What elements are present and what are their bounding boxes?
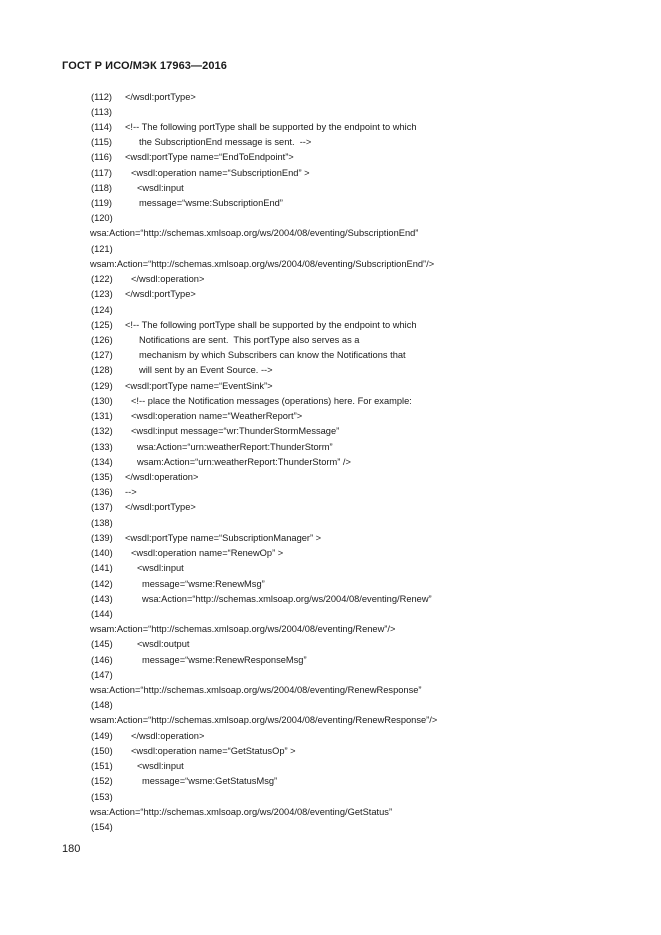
line-number: (130) — [91, 395, 113, 406]
line-number: (146) — [91, 654, 113, 665]
line-number: (121) — [91, 243, 113, 254]
code-text: <!-- The following portType shall be supported by the endpoint to which — [125, 121, 417, 132]
line-number: (114) — [91, 121, 113, 132]
code-line — [0, 713, 661, 728]
code-line — [0, 546, 661, 561]
code-line — [0, 379, 661, 394]
line-number: (127) — [91, 350, 113, 361]
code-text: wsa:Action=“http://schemas.xmlsoap.org/ws/2004/08/eventing/RenewResponse” — [90, 685, 422, 696]
code-line — [0, 744, 661, 759]
code-line — [0, 196, 661, 211]
line-number: (123) — [91, 289, 113, 300]
code-line — [0, 637, 661, 652]
code-line — [0, 211, 661, 226]
code-line — [0, 455, 661, 470]
code-text: Notifications are sent. This portType also serves as a — [139, 335, 360, 345]
code-text: wsa:Action=“http://schemas.xmlsoap.org/ws/2004/08/eventing/SubscriptionEnd” — [90, 228, 419, 239]
line-number: (136) — [91, 487, 113, 498]
code-text: <wsdl:input — [137, 182, 184, 193]
line-number: (149) — [91, 730, 113, 741]
code-line — [0, 120, 661, 135]
line-number: (137) — [91, 502, 113, 513]
code-line — [0, 607, 661, 622]
code-line — [0, 561, 661, 576]
code-listing — [0, 90, 661, 836]
code-text: wsam:Action=“http://schemas.xmlsoap.org/ws/2004/08/eventing/SubscriptionEnd”/> — [90, 258, 435, 269]
code-line — [0, 774, 661, 789]
line-number: (140) — [91, 548, 113, 559]
line-number: (119) — [91, 198, 113, 209]
line-number: (124) — [91, 304, 113, 315]
code-line — [0, 440, 661, 455]
code-text: --> — [125, 487, 137, 498]
code-text: <wsdl:portType name=“EndToEndpoint”> — [125, 152, 294, 163]
line-number: (152) — [91, 776, 113, 787]
code-line — [0, 257, 661, 272]
line-number: (117) — [91, 167, 113, 178]
line-number: (120) — [91, 213, 113, 224]
code-line — [0, 668, 661, 683]
code-line — [0, 318, 661, 333]
code-text: <wsdl:operation name=“GetStatusOp” > — [131, 745, 296, 756]
line-number: (147) — [91, 669, 113, 680]
code-text: wsa:Action=“http://schemas.xmlsoap.org/ws/2004/08/eventing/Renew” — [142, 593, 432, 604]
line-number: (154) — [91, 822, 113, 832]
line-number: (122) — [91, 274, 113, 285]
line-number: (113) — [91, 106, 113, 117]
code-line — [0, 759, 661, 774]
code-text: <wsdl:portType name=“SubscriptionManager” > — [125, 532, 322, 543]
line-number: (153) — [91, 791, 113, 802]
line-number: (135) — [91, 471, 113, 482]
code-text: </wsdl:portType> — [125, 289, 196, 300]
code-text: <wsdl:portType name=“EventSink”> — [125, 380, 273, 391]
code-text: <wsdl:input — [137, 563, 184, 574]
line-number: (143) — [91, 593, 113, 604]
code-text: the SubscriptionEnd message is sent. --> — [139, 137, 312, 148]
line-number: (115) — [91, 137, 113, 148]
code-line — [0, 424, 661, 439]
code-text: <wsdl:input — [137, 761, 184, 772]
code-text: wsam:Action=“http://schemas.xmlsoap.org/ws/2004/08/eventing/Renew”/> — [90, 624, 396, 635]
code-line — [0, 577, 661, 592]
code-line — [0, 348, 661, 363]
code-line — [0, 226, 661, 241]
line-number: (131) — [91, 411, 113, 422]
line-number: (129) — [91, 380, 113, 391]
code-text: <!-- place the Notification messages (operations) here. For example: — [131, 395, 412, 406]
line-number: (132) — [91, 426, 113, 437]
line-number: (125) — [91, 319, 113, 330]
code-text: message=“wsme:SubscriptionEnd” — [139, 198, 283, 209]
line-number: (134) — [91, 456, 113, 467]
code-line — [0, 470, 661, 485]
page-header: ГОСТ Р ИСО/МЭК 17963—2016 — [62, 60, 227, 72]
page-number: 180 — [62, 843, 81, 855]
code-text: wsa:Action=“http://schemas.xmlsoap.org/ws/2004/08/eventing/GetStatus” — [90, 806, 393, 817]
code-line — [0, 805, 661, 820]
line-number: (148) — [91, 700, 113, 711]
code-text: message=“wsme:GetStatusMsg” — [142, 776, 278, 787]
line-number: (141) — [91, 563, 113, 574]
code-line — [0, 150, 661, 165]
code-line — [0, 622, 661, 637]
line-number: (151) — [91, 761, 113, 772]
line-number: (139) — [91, 532, 113, 543]
code-line — [0, 729, 661, 744]
code-line — [0, 653, 661, 668]
code-line — [0, 409, 661, 424]
line-number: (118) — [91, 182, 113, 193]
line-number: (142) — [91, 578, 113, 589]
line-number: (112) — [91, 91, 113, 102]
code-line — [0, 820, 661, 835]
code-line — [0, 394, 661, 409]
code-text: <wsdl:operation name=“RenewOp” > — [131, 548, 284, 559]
code-line — [0, 516, 661, 531]
code-line — [0, 333, 661, 348]
code-text: wsa:Action=“urn:weatherReport:ThunderStorm” — [137, 441, 333, 452]
code-line — [0, 531, 661, 546]
line-number: (128) — [91, 365, 113, 376]
code-line — [0, 287, 661, 302]
code-text: wsam:Action=“urn:weatherReport:ThunderStorm” /> — [137, 456, 351, 467]
code-text: <wsdl:output — [137, 639, 190, 650]
code-line — [0, 303, 661, 318]
code-text: <wsdl:operation name=“WeatherReport”> — [131, 411, 303, 422]
code-line — [0, 105, 661, 120]
code-text: </wsdl:portType> — [125, 91, 196, 102]
line-number: (138) — [91, 517, 113, 528]
code-text: message=“wsme:RenewResponseMsg” — [142, 654, 307, 665]
code-line — [0, 683, 661, 698]
code-line — [0, 698, 661, 713]
code-text: </wsdl:portType> — [125, 502, 196, 513]
code-line — [0, 790, 661, 805]
code-line — [0, 181, 661, 196]
code-text: </wsdl:operation> — [131, 274, 205, 285]
line-number: (144) — [91, 608, 113, 619]
line-number: (150) — [91, 745, 113, 756]
code-line — [0, 500, 661, 515]
code-line — [0, 166, 661, 181]
code-text: </wsdl:operation> — [131, 730, 205, 741]
code-line — [0, 272, 661, 287]
code-text: will sent by an Event Source. --> — [139, 365, 273, 376]
code-line — [0, 90, 661, 105]
code-line — [0, 485, 661, 500]
line-number: (133) — [91, 441, 113, 452]
code-text: mechanism by which Subscribers can know the Notifications that — [139, 350, 406, 361]
line-number: (116) — [91, 152, 113, 163]
code-line — [0, 242, 661, 257]
code-text: <wsdl:operation name=“SubscriptionEnd” > — [131, 167, 310, 178]
line-number: (145) — [91, 639, 113, 650]
code-line — [0, 592, 661, 607]
code-line — [0, 135, 661, 150]
code-text: <wsdl:input message=“wr:ThunderStormMessage” — [131, 426, 340, 437]
code-text: <!-- The following portType shall be supported by the endpoint to which — [125, 319, 417, 330]
code-text: message=“wsme:RenewMsg” — [142, 578, 265, 589]
code-text: wsam:Action=“http://schemas.xmlsoap.org/ws/2004/08/eventing/RenewResponse”/> — [90, 715, 438, 726]
line-number: (126) — [91, 335, 113, 345]
code-text: </wsdl:operation> — [125, 471, 199, 482]
code-line — [0, 363, 661, 378]
